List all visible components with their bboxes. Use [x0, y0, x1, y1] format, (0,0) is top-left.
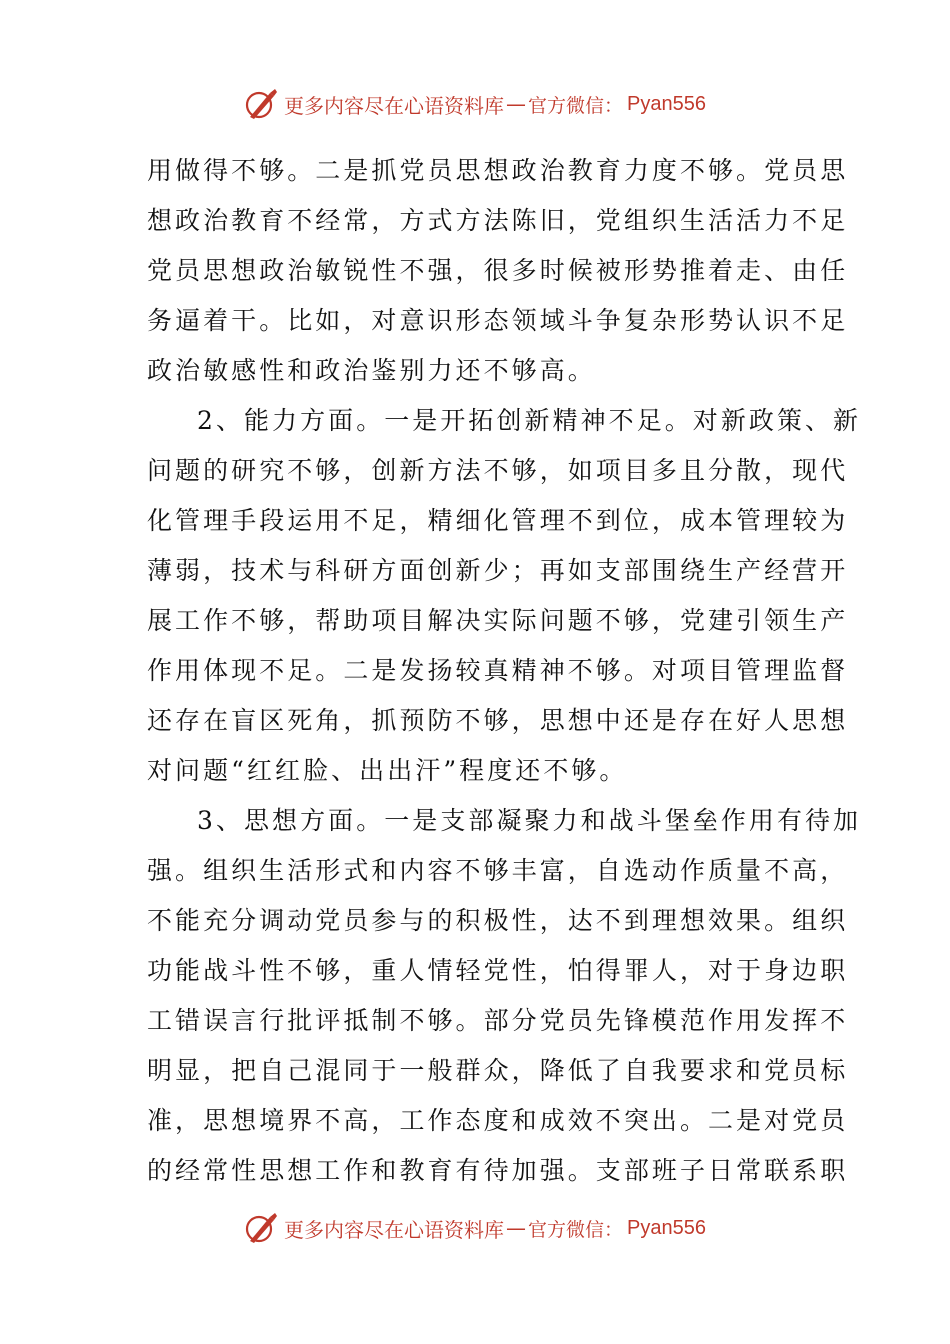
footer-watermark [0, 1210, 950, 1246]
watermark-official-label: 官方微信： [528, 1218, 624, 1241]
paragraph-start-line: 3、思想方面。一是支部凝聚力和战斗堡垒作用有待加 [197, 806, 862, 835]
paragraph-start-line: 2、能力方面。一是开拓创新精神不足。对新政策、新 [197, 406, 862, 435]
watermark-brand: 更多内容尽在心语资料库 [284, 93, 504, 118]
body-line: 作用体现不足。二是发扬较真精神不够。对项目管理监督 [147, 656, 849, 685]
watermark-brand: 更多内容尽在心语资料库 [284, 1217, 504, 1242]
body-line: 党员思想政治敏锐性不强，很多时候被形势推着走、由任 [147, 256, 849, 285]
body-line: 用做得不够。二是抓党员思想政治教育力度不够。党员思 [147, 156, 849, 185]
body-line: 对问题“红红脸、出出汗”程度还不够。 [147, 756, 628, 785]
body-line: 明显，把自己混同于一般群众，降低了自我要求和党员标 [147, 1056, 849, 1085]
body-line: 工错误言行批评抵制不够。部分党员先锋模范作用发挥不 [147, 1006, 849, 1035]
watermark-dash: — [506, 1216, 526, 1240]
body-line: 准，思想境界不高，工作态度和成效不突出。二是对党员 [147, 1106, 849, 1135]
body-line: 化管理手段运用不足，精细化管理不到位，成本管理较为 [147, 506, 849, 535]
body-line: 强。组织生活形式和内容不够丰富，自选动作质量不高， [147, 856, 849, 885]
body-line: 想政治教育不经常，方式方法陈旧，党组织生活活力不足 [147, 206, 849, 235]
body-line: 薄弱，技术与科研方面创新少；再如支部围绕生产经营开 [147, 556, 849, 585]
body-line: 政治敏感性和政治鉴别力还不够高。 [147, 356, 596, 385]
watermark-wechat-id: Pyan556 [627, 92, 706, 115]
body-line: 不能充分调动党员参与的积极性，达不到理想效果。组织 [147, 906, 849, 935]
pen-logo-icon [244, 87, 278, 121]
watermark-official-label: 官方微信： [528, 94, 624, 117]
document-body [147, 146, 862, 1196]
body-line: 问题的研究不够，创新方法不够，如项目多且分散，现代 [147, 456, 849, 485]
watermark-dash: — [506, 92, 526, 116]
body-line: 展工作不够，帮助项目解决实际问题不够，党建引领生产 [147, 606, 849, 635]
body-line: 的经常性思想工作和教育有待加强。支部班子日常联系职 [147, 1156, 849, 1185]
pen-logo-icon [244, 1211, 278, 1245]
body-line: 还存在盲区死角，抓预防不够，思想中还是存在好人思想 [147, 706, 849, 735]
body-line: 务逼着干。比如，对意识形态领域斗争复杂形势认识不足 [147, 306, 849, 335]
watermark-wechat-id: Pyan556 [627, 1216, 706, 1239]
header-watermark [0, 86, 950, 122]
body-line: 功能战斗性不够，重人情轻党性，怕得罪人，对于身边职 [147, 956, 849, 985]
